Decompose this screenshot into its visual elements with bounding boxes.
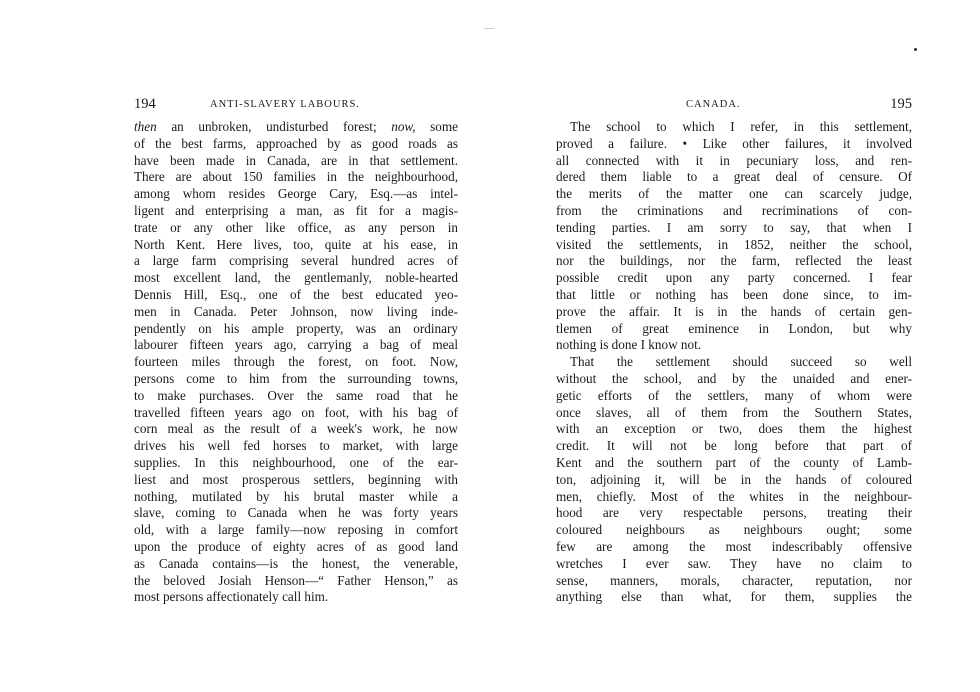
text-line: visited the settlements, in 1852, neither the school, [556,236,912,252]
text-line: getic efforts of the settlers, many of whom were [556,387,912,403]
right-running-title: CANADA. [686,99,741,110]
text-line: slave, coming to Canada when he was forty years [134,505,458,521]
text-line: most excellent land, the gentlemanly, noble-hearted [134,270,458,286]
text-line: ligent and enterprising a man, as fit for a magis- [134,202,458,218]
text-line: of the best farms, approached by as good roads as [134,135,458,151]
text-line: Kent and the southern part of the county of Lamb- [556,454,912,470]
text-line: nothing is done I know not. [556,337,702,353]
right-running-head [556,98,912,116]
text-line: fourteen miles through the forest, on foot. Now, [134,354,458,370]
text-line: travelled fifteen years ago on foot, with his bag of [134,404,458,420]
text-italic: now, [391,119,416,134]
text-line: possible credit upon any party concerned. I fear [556,270,912,286]
text-line: men in Canada. Peter Johnson, now living inde- [134,303,458,319]
text-line: old, with a large family—now reposing in comfort [134,522,458,538]
text-line: most persons affectionately call him. [134,589,329,605]
text-fragment: an unbroken, undisturbed forest; [156,119,392,134]
text-line: prove the affair. It is in the hands of certain gen- [556,303,912,319]
text-line: ton, adjoining it, will be in the hands of coloured [556,471,912,487]
text-line: hood are very respectable persons, treating their [556,505,912,521]
text-line [134,119,458,136]
text-line: the merits of the matter one can scarcely judge, [556,186,912,202]
text-line: dered them liable to a great deal of censure. Of [556,169,912,185]
text-line: credit. It will not be long before that part of [556,438,912,454]
text-line: Dennis Hill, Esq., one of the best educated yeo- [134,286,458,302]
right-page-number: 195 [890,96,912,112]
text-line: anything else than what, for them, supplies the [556,589,912,605]
text-line: corn meal as the result of a week's work, he now [134,421,458,437]
left-page-text [134,119,458,606]
text-line: North Kent. Here lives, too, quite at his ease, in [134,236,458,252]
text-line: all connected with it in pecuniary loss, and ren- [556,152,912,168]
text-line: have been made in Canada, are in that settlement. [134,152,458,168]
text-line: men, chiefly. Most of the whites in the neighbour- [556,488,912,504]
text-line: to make purchases. Over the same road that he [134,387,458,403]
text-line: nor the buildings, nor the farm, reflected the least [556,253,912,269]
text-line: the beloved Josiah Henson—“ Father Henson,” as [134,572,458,588]
text-italic: then [134,119,157,134]
left-page-number: 194 [134,96,156,112]
left-running-title: ANTI-SLAVERY LABOURS. [210,99,360,110]
text-line: labourer fifteen years ago, carrying a bag of meal [134,337,458,353]
text-line: tlemen of great eminence in London, but why [556,320,912,336]
right-page-text [556,119,912,606]
text-line: tending parties. I am sorry to say, that when I [556,219,912,235]
text-line: liest and most prosperous settlers, beginning with [134,471,458,487]
text-line: a large farm comprising several hundred acres of [134,253,458,269]
text-line: There are about 150 families in the neighbourhood, [134,169,458,185]
text-line: nothing, mutilated by his brutal master while a [134,488,458,504]
text-line: upon the produce of eighty acres of as good land [134,538,458,554]
text-line: pendently on his ample property, was an ordinary [134,320,458,336]
text-line: with an exception or two, does them the highest [556,421,912,437]
right-page [490,0,980,692]
text-line: that little or nothing has been done since, to im- [556,286,912,302]
text-line: without the school, and by the unaided and ener- [556,370,912,386]
text-line: trate or any other like office, as any person in [134,219,458,235]
text-line: persons come to him from the surrounding towns, [134,370,458,386]
left-running-head [134,98,458,116]
text-line: wretches I ever saw. They have no claim to [556,555,912,571]
text-line: That the settlement should succeed so well [570,354,912,370]
text-line: sense, manners, morals, character, reputation, nor [556,572,912,588]
text-line: once slaves, all of them from the Southern States, [556,404,912,420]
text-line: coloured neighbours as neighbours ought; some [556,522,912,538]
text-line: few are among the most indescribably offensive [556,538,912,554]
text-line: drives his well fed horses to market, with large [134,438,458,454]
text-line: as Canada contains—is the honest, the venerable, [134,555,458,571]
text-line: proved a failure. • Like other failures, it involved [556,135,912,151]
text-line: among whom resides George Cary, Esq.—as intel- [134,186,458,202]
text-line: The school to which I refer, in this settlement, [570,119,912,134]
text-line: supplies. In this neighbourhood, one of the ear- [134,454,458,470]
text-line: from the criminations and recriminations of con- [556,202,912,218]
text-fragment: some [415,119,459,134]
